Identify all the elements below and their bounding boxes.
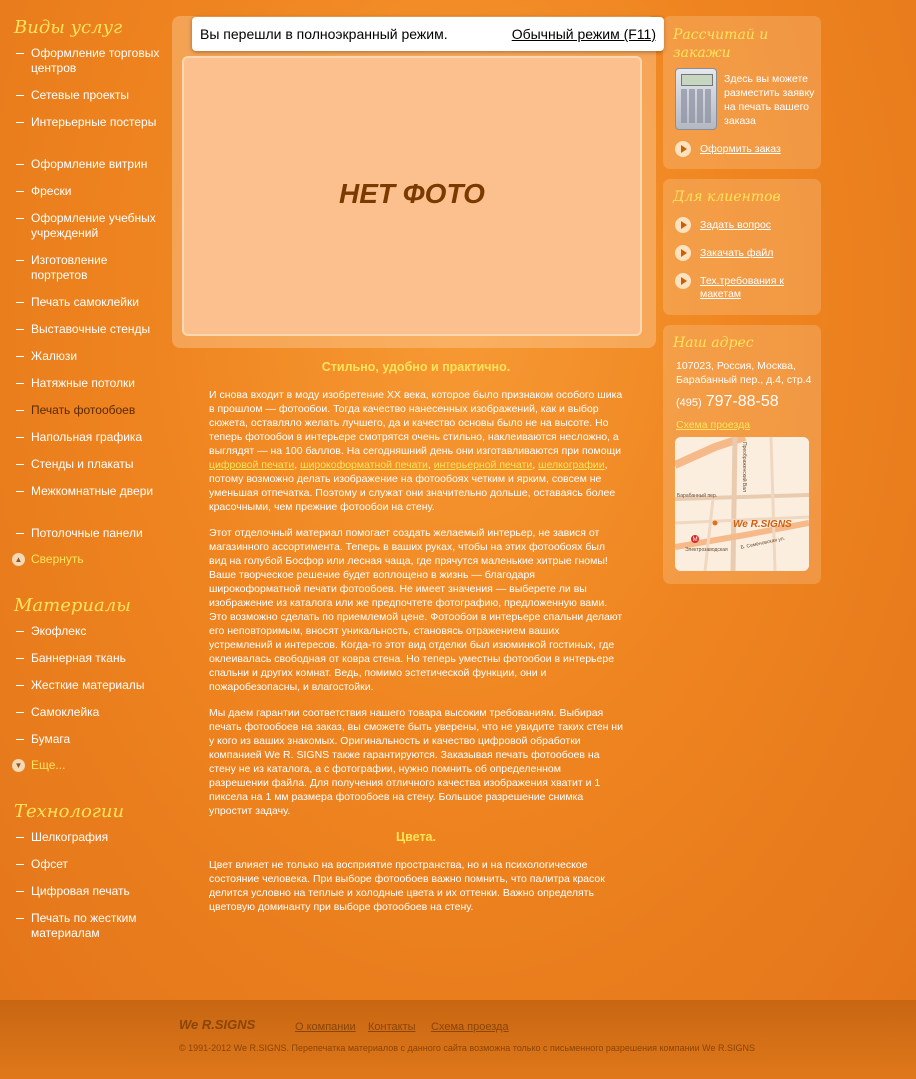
play-arrow-icon — [675, 245, 691, 261]
nav-item-label: Оформление торговых центров — [31, 46, 160, 75]
colors-heading: Цвета. — [396, 830, 436, 844]
nav-item-stands[interactable] — [16, 322, 161, 337]
clients-box — [663, 179, 821, 315]
metro-icon-letter: М — [692, 537, 698, 544]
digital-print-link[interactable]: цифровой печати — [209, 459, 295, 471]
article-paragraph: Цвет влияет не только на восприятие пространства, но и на психологическое состояние человека. При выборе фотообоев важно помнить, что палитра красок делится условно на теплые и холодные цвета и их оттенки. Важно определять цветовую доминанту при выборе фотообоев на стену. — [209, 859, 605, 913]
link-label: Задать вопрос — [700, 219, 772, 231]
clients-title: Для клиентов — [673, 189, 781, 205]
nav-item-digital[interactable] — [16, 884, 161, 899]
silkscreen-link[interactable]: шелкографии — [538, 459, 605, 471]
paragraph-text: , потому возможно делать изображение на фотообоях четким и ярким, совсем не уменьшая отпечатка. Поэтому и служат они значительно дольше, оставаясь более красочными, чем прежние фотообои на стену. — [209, 459, 616, 513]
nav-item-stands-posters[interactable] — [16, 457, 161, 472]
footer-about-link[interactable]: О компании — [295, 1021, 356, 1033]
address-box — [663, 325, 821, 584]
interior-print-link[interactable]: интерьерной печати — [433, 459, 533, 471]
chevron-down-icon: ▼ — [12, 759, 25, 772]
map-logo-label: We R.SIGNS — [733, 519, 792, 530]
dash-marker — [16, 383, 24, 384]
nav-item-label: Баннерная ткань — [31, 651, 126, 665]
services-title: Виды услуг — [14, 17, 123, 38]
play-arrow-icon — [675, 273, 691, 289]
map-metro-label: Электрозаводская — [685, 547, 728, 553]
dash-marker — [16, 410, 24, 411]
dash-marker — [16, 864, 24, 865]
wide-format-link[interactable]: широкоформатной печати — [300, 459, 428, 471]
collapse-label: Свернуть — [31, 552, 84, 566]
dash-marker — [16, 260, 24, 261]
nav-item-label: Стенды и плакаты — [31, 457, 134, 471]
fullscreen-message: Вы перешли в полноэкранный режим. — [200, 26, 448, 42]
nav-item-network[interactable] — [16, 88, 161, 103]
nav-item-trade-centers[interactable] — [16, 46, 161, 76]
order-title: Рассчитай и закажи — [673, 27, 769, 61]
nav-item-photo-wallpaper[interactable] — [16, 403, 161, 418]
nav-item-label: Цифровая печать — [31, 884, 130, 898]
photo-frame — [172, 16, 656, 348]
nav-item-label: Экофлекс — [31, 624, 87, 638]
nav-item-label: Бумага — [31, 732, 71, 746]
nav-item-showcases[interactable] — [16, 157, 161, 172]
exit-fullscreen-link[interactable]: Обычный режим (F11) — [511, 26, 656, 42]
dash-marker — [16, 164, 24, 165]
photo-placeholder — [182, 56, 642, 336]
link-label: Закачать файл — [700, 247, 774, 259]
nav-item-offset[interactable] — [16, 857, 161, 872]
dash-marker — [16, 491, 24, 492]
nav-item-silkscreen[interactable] — [16, 830, 161, 845]
article-paragraph: Этот отделочный материал помогает создать желаемый интерьер, не завися от магазинного ассортимента. Теперь в ваших руках, чтобы на этих фотообоях был вид на голубой Босфор или лесная чаща, где прячутся маленькие хитрые гномы! Ваше творческое решение будет воплощено в жизнь — благодаря широкоформатной печати фотообоев. Не имеет значения — выберете ли вы изображение из каталога или же предпочтете фотографию, предложенную вами. Это возможно сделать по приемлемой цене. Фотообои в интерьере спальни делают его неповторимым, вносят уникальность, становясь отражением ваших устремлений и интересов. Когда-то этот вид отделки был изюминкой гостиных, где оклеивалась свободная от ковра стена. Но теперь уместны фотообои в интерьере спальни и других комнат. Ведь, помимо эстетической функции, они и пожаробезопасны, и влагостойки. — [209, 527, 623, 693]
address-text: 107023, Россия, Москва, Барабанный пер., д.4, стр.4 — [676, 360, 812, 386]
dash-marker — [16, 685, 24, 686]
nav-item-ceilings[interactable] — [16, 376, 161, 391]
nav-item-portraits[interactable] — [16, 253, 161, 283]
nav-item-label: Фрески — [31, 184, 72, 198]
more-toggle[interactable] — [12, 758, 65, 772]
play-arrow-icon — [675, 217, 691, 233]
footer-directions-link[interactable]: Схема проезда — [431, 1021, 509, 1033]
nav-item-ceiling-panels[interactable] — [16, 526, 161, 541]
nav-item-self-adhesive[interactable] — [16, 295, 161, 310]
dash-marker — [16, 122, 24, 123]
nav-item-label: Жалюзи — [31, 349, 78, 363]
dash-marker — [16, 218, 24, 219]
dash-marker — [16, 739, 24, 740]
dash-marker — [16, 329, 24, 330]
phone-number — [676, 393, 779, 411]
location-map[interactable] — [675, 437, 809, 571]
calculator-icon — [675, 68, 717, 130]
nav-item-floor-graphics[interactable] — [16, 430, 161, 445]
map-street-3: Б. Семёновская ул. — [740, 535, 786, 551]
materials-title: Материалы — [14, 595, 131, 616]
phone-digits: 797-88-58 — [705, 393, 779, 410]
nav-item-banner[interactable] — [16, 651, 161, 666]
nav-item-frescoes[interactable] — [16, 184, 161, 199]
dash-marker — [16, 533, 24, 534]
nav-item-label: Печать самоклейки — [31, 295, 139, 309]
nav-item-label: Потолочные панели — [31, 526, 143, 540]
nav-item-label: Интерьерные постеры — [31, 115, 157, 129]
nav-item-label: Жесткие материалы — [31, 678, 145, 692]
dash-marker — [16, 918, 24, 919]
map-street-1: Барабанный пер. — [677, 493, 718, 499]
collapse-toggle[interactable] — [12, 552, 84, 566]
calculator-keys — [681, 89, 711, 123]
nav-item-doors[interactable] — [16, 484, 161, 499]
nav-item-label: Натяжные потолки — [31, 376, 135, 390]
dash-marker — [16, 464, 24, 465]
dash-marker — [16, 712, 24, 713]
footer-contacts-link[interactable]: Контакты — [368, 1021, 416, 1033]
dash-marker — [16, 437, 24, 438]
nav-item-schools[interactable] — [16, 211, 161, 241]
address-title: Наш адрес — [673, 335, 754, 351]
dash-marker — [16, 356, 24, 357]
nav-item-label: Изготовление портретов — [31, 253, 108, 282]
footer-logo[interactable]: We R.SIGNS — [179, 1017, 256, 1032]
separator: , — [427, 459, 434, 471]
nav-item-label: Самоклейка — [31, 705, 100, 719]
paragraph-text: И снова входит в моду изобретение XX века, которое было признаком особого шика в прошлом — фотообои. Тогда качество нанесенных изображений, как и выбор сюжета, оставляло желать лучшего, да и качество основы было не на высоте. Но теперь фотообои в интерьере смотрятся очень стильно, наклеиваются несложно, а выглядят — на 100 баллов. На сегодняшний день они изготавливаются при помощи — [209, 389, 623, 457]
nav-item-rigid[interactable] — [16, 678, 161, 693]
map-street-2: Преображенский Вал — [741, 442, 747, 492]
nav-item-label: Печать по жестким материалам — [31, 911, 137, 940]
no-photo-label: НЕТ ФОТО — [339, 178, 485, 209]
article-heading: Стильно, удобно и практично. — [321, 360, 511, 374]
nav-item-ecoflex[interactable] — [16, 624, 161, 639]
nav-item-posters[interactable] — [16, 115, 161, 130]
left-sidebar — [0, 0, 165, 1000]
nav-item-label: Шелкография — [31, 830, 109, 844]
dash-marker — [16, 631, 24, 632]
tech-requirements-link[interactable] — [675, 275, 805, 301]
separator: , — [294, 459, 301, 471]
dash-marker — [16, 53, 24, 54]
nav-item-adhesive[interactable] — [16, 705, 161, 720]
nav-item-label: Выставочные стенды — [31, 322, 151, 336]
technologies-title: Технологии — [14, 801, 125, 822]
nav-item-label: Оформление учебных учреждений — [31, 211, 156, 240]
link-label: Тех.требования к макетам — [700, 275, 784, 300]
dash-marker — [16, 95, 24, 96]
directions-link[interactable]: Схема проезда — [676, 419, 751, 431]
nav-item-label: Оформление витрин — [31, 157, 148, 171]
article-paragraph — [209, 388, 623, 514]
nav-item-label: Офсет — [31, 857, 68, 871]
nav-item-rigid-print[interactable] — [16, 911, 161, 941]
nav-item-label: Напольная графика — [31, 430, 143, 444]
article-content — [209, 360, 623, 926]
ask-question-link[interactable] — [675, 219, 805, 232]
more-label: Еще... — [31, 758, 66, 772]
footer-copyright: © 1991-2012 We R.SIGNS. Перепечатка материалов с данного сайта возможна только с письменного разрешения компании We R.SIGNS — [179, 1043, 755, 1053]
dash-marker — [16, 302, 24, 303]
chevron-up-icon: ▲ — [12, 553, 25, 566]
dash-marker — [16, 191, 24, 192]
footer — [0, 1000, 916, 1079]
play-arrow-icon — [675, 141, 691, 157]
dash-marker — [16, 837, 24, 838]
dash-marker — [16, 658, 24, 659]
upload-file-link[interactable] — [675, 247, 805, 260]
phone-code: (495) — [676, 397, 702, 409]
nav-item-label: Межкомнатные двери — [31, 484, 154, 498]
order-box — [663, 16, 821, 169]
map-graphic — [675, 437, 809, 571]
dash-marker — [16, 891, 24, 892]
calculator-screen — [681, 74, 713, 86]
order-description: Здесь вы можете разместить заявку на печать вашего заказа — [724, 73, 815, 127]
order-link-label: Оформить заказ — [700, 143, 781, 155]
separator: , — [532, 459, 539, 471]
nav-item-paper[interactable] — [16, 732, 161, 747]
order-link[interactable] — [675, 143, 805, 156]
article-paragraph: Мы даем гарантии соответствия нашего товара высоким требованиям. Выбирая печать фотообоев на заказ, вы сможете быть уверены, что не увидите таких стен ни у кого из ваших знакомых. Оригинальность и качество цифровой обработки компанией We R. SIGNS также гарантируются. Заказывая печать фотообоев на стену не из каталога, а с фотографии, нужно помнить об определенном разрешении файла. Для получения отличного качества изображения хватит и 1 пиксела на 1 мм размера фотообоев на стену. Большое разрешение снимка упростит задачу. — [209, 707, 623, 817]
nav-item-blinds[interactable] — [16, 349, 161, 364]
nav-item-label: Сетевые проекты — [31, 88, 130, 102]
fullscreen-notification — [192, 17, 664, 51]
nav-item-label: Печать фотообоев — [31, 403, 136, 417]
